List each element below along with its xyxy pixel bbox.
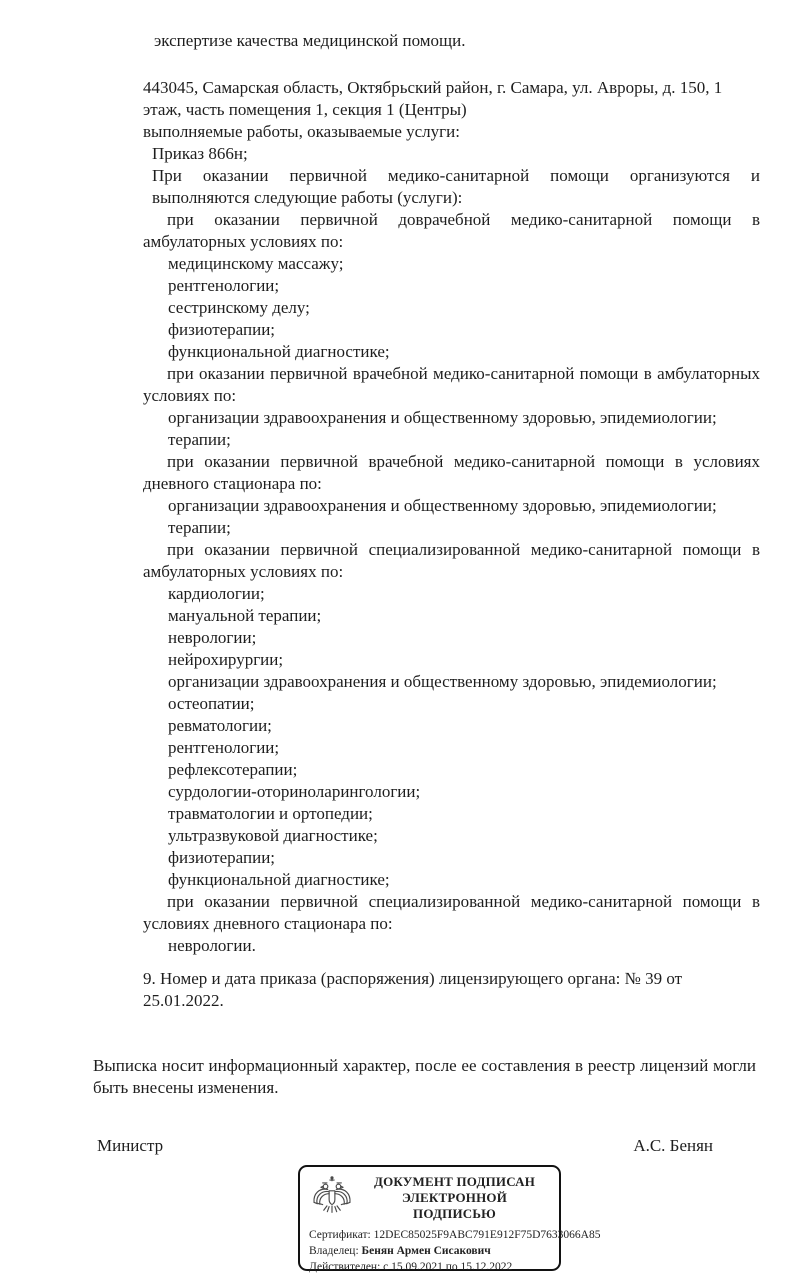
service-item: рефлексотерапии; — [168, 760, 298, 779]
stamp-title — [363, 1174, 550, 1222]
service-condition-heading: при оказании первичной врачебной медико-санитарной помощи в условиях дневного стационара по: — [143, 452, 760, 493]
service-item: организации здравоохранения и общественному здоровью, эпидемиологии; — [168, 672, 717, 691]
service-item: остеопатии; — [168, 694, 255, 713]
service-item: терапии; — [168, 518, 231, 537]
works-label: выполняемые работы, оказываемые услуги: — [143, 122, 460, 141]
document-footer — [93, 1055, 756, 1157]
service-condition-heading: при оказании первичной доврачебной медико-санитарной помощи в амбулаторных условиях по: — [143, 210, 760, 251]
electronic-signature-stamp — [298, 1165, 601, 1273]
owner-line — [309, 1243, 550, 1259]
address-line: 443045, Самарская область, Октябрьский район, г. Самара, ул. Авроры, д. 150, 1 этаж, часть помещения 1, секция 1 (Центры) — [143, 78, 723, 119]
validity-value: с 15.09.2021 по 15.12.2022 — [383, 1261, 513, 1273]
validity-label: Действителен: — [309, 1261, 381, 1273]
service-item: рентгенологии; — [168, 276, 280, 295]
intro-tail-line: экспертизе качества медицинской помощи. — [154, 31, 466, 50]
stamp-header — [309, 1174, 550, 1222]
services-intro-paragraph: При оказании первичной медико-санитарной помощи организуются и выполняются следующие работы (услуги): — [152, 166, 760, 207]
validity-line — [309, 1259, 550, 1275]
service-item: нейрохирургии; — [168, 650, 284, 669]
service-item: неврологии; — [168, 628, 257, 647]
service-item: физиотерапии; — [168, 320, 276, 339]
service-item: неврологии. — [168, 936, 256, 955]
service-condition-heading: при оказании первичной врачебной медико-санитарной помощи в амбулаторных условиях по: — [143, 364, 760, 405]
order-reference: Приказ 866н; — [152, 144, 248, 163]
signer-position: Министр — [97, 1136, 164, 1155]
stamp-details — [309, 1227, 601, 1275]
service-item: ревматологии; — [168, 716, 272, 735]
owner-name: Бенян Армен Сисакович — [361, 1245, 491, 1257]
certificate-value: 12DEC85025F9ABC791E912F75D7633066A85 — [373, 1229, 601, 1241]
service-item: мануальной терапии; — [168, 606, 322, 625]
certificate-label: Сертификат: — [309, 1229, 371, 1241]
signature-row — [93, 1135, 756, 1157]
owner-label: Владелец: — [309, 1245, 359, 1257]
disclaimer-text: Выписка носит информационный характер, после ее составления в реестр лицензий могли быть внесены изменения. — [93, 1056, 756, 1097]
service-item: функциональной диагностике; — [168, 870, 390, 889]
service-item: рентгенологии; — [168, 738, 280, 757]
service-item: кардиологии; — [168, 584, 265, 603]
service-item: организации здравоохранения и общественному здоровью, эпидемиологии; — [168, 408, 717, 427]
signer-name: А.С. Бенян — [633, 1136, 713, 1155]
service-item: функциональной диагностике; — [168, 342, 390, 361]
clause-9-order-number: 9. Номер и дата приказа (распоряжения) лицензирующего органа: № 39 от 25.01.2022. — [143, 969, 683, 1010]
service-condition-heading: при оказании первичной специализированной медико-санитарной помощи в условиях дневного стационара по: — [143, 892, 760, 933]
service-item: травматологии и ортопедии; — [168, 804, 373, 823]
service-item: медицинскому массажу; — [168, 254, 344, 273]
service-item: физиотерапии; — [168, 848, 276, 867]
coat-of-arms-icon — [309, 1174, 355, 1222]
stamp-title-line1: ДОКУМЕНТ ПОДПИСАН — [373, 1174, 536, 1189]
service-item: ультразвуковой диагностике; — [168, 826, 378, 845]
service-item: терапии; — [168, 430, 231, 449]
service-item: организации здравоохранения и общественному здоровью, эпидемиологии; — [168, 496, 717, 515]
service-item: сестринскому делу; — [168, 298, 310, 317]
stamp-title-line2: ЭЛЕКТРОННОЙ ПОДПИСЬЮ — [401, 1190, 508, 1221]
service-condition-heading: при оказании первичной специализированной медико-санитарной помощи в амбулаторных условиях по: — [143, 540, 760, 581]
certificate-line — [309, 1227, 601, 1243]
service-item: сурдологии-оториноларингологии; — [168, 782, 421, 801]
